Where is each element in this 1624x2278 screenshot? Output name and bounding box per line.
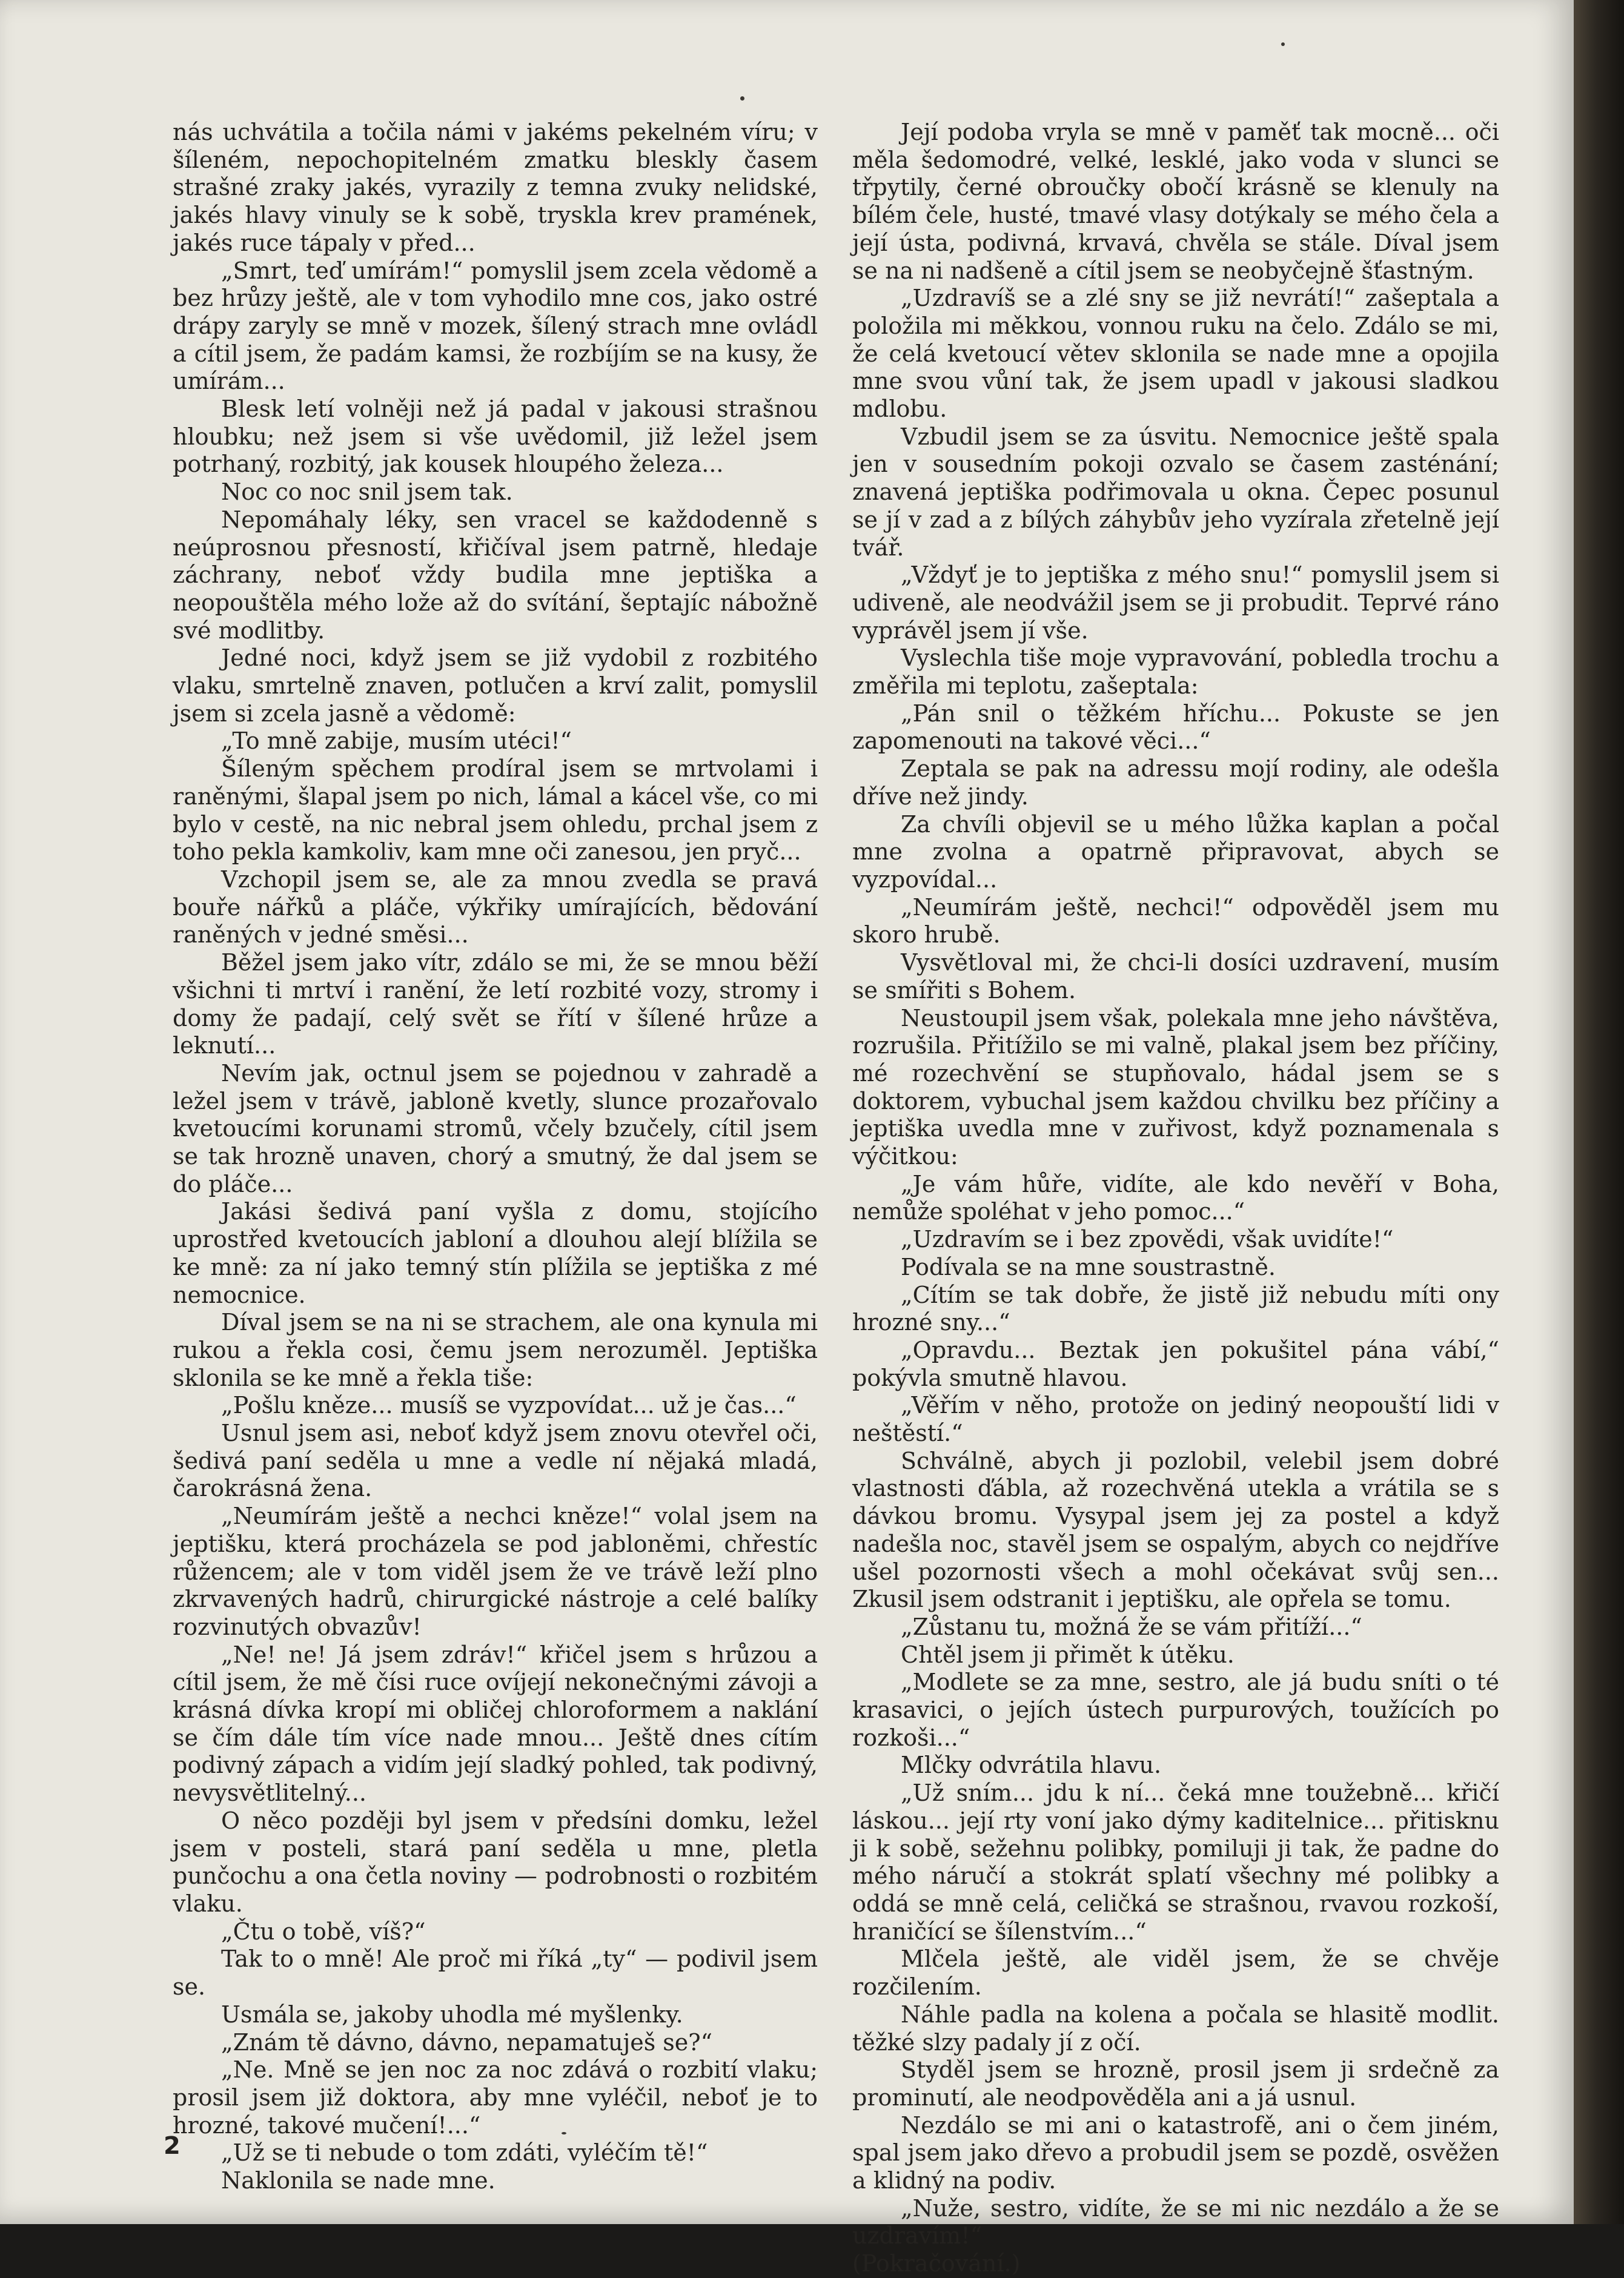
paragraph: Za chvíli objevil se u mého lůžka kaplan a počal mne zvolna a opatrně připravovat, abych se vyzpovídal... [852, 810, 1499, 893]
paragraph: „Čtu o tobě, víš?“ [221, 1918, 426, 1945]
paragraph: O něco později byl jsem v předsíni domku, ležel jsem v posteli, stará paní seděla u mne, pletla punčochu a ona četla noviny — podrobnosti o rozbitém vlaku. [173, 1807, 818, 1917]
paragraph: „Uzdravím se i bez zpovědi, však uvidíte!“ [901, 1226, 1394, 1253]
paragraph: „Je vám hůře, vidíte, ale kdo nevěří v Boha, nemůže spoléhat v jeho pomoc...“ [852, 1170, 1499, 1225]
paragraph: Mlčky odvrátila hlavu. [901, 1752, 1162, 1779]
paragraph: „Opravdu... Beztak jen pokušitel pána vábí,“ pokývla smutně hlavou. [852, 1336, 1499, 1391]
paragraph: „Už sním... jdu k ní... čeká mne toužebně... křičí láskou... její rty voní jako dýmy kaditelnice... přitisknu ji k sobě, sežehnu polibky, pomiluji ji tak, že padne do mého náručí a stokrát splatí všechny mé polibky a oddá se mně celá, celičká se strašnou, rvavou rozkoší, hraničící se šílenstvím...“ [852, 1780, 1499, 1945]
paragraph: „Cítím se tak dobře, že jistě již nebudu míti ony hrozné sny...“ [852, 1281, 1499, 1336]
left-text-column [173, 119, 818, 2195]
paragraph: Neustoupil jsem však, polekala mne jeho návštěva, rozrušila. Přitížilo se mi valně, plakal jsem bez příčiny, mé rozechvění se stupňovalo, hádal jsem se s doktorem, vybuchal jsem každou chvilku bez příčiny a jeptiška uvedla mne v zuřivost, když poznamenala s výčitkou: [852, 1004, 1499, 1170]
paragraph: „To mně zabije, musím utéci!“ [221, 727, 572, 755]
paragraph: Styděl jsem se hrozně, prosil jsem ji srdečně za prominutí, ale neodpověděla ani a já usnul. [852, 2056, 1499, 2111]
paragraph: Mlčela ještě, ale viděl jsem, že se chvěje rozčilením. [852, 1945, 1499, 2001]
paragraph: „Pošlu kněze... musíš se vyzpovídat... už je čas...“ [221, 1392, 797, 1419]
paragraph: Podívala se na mne soustrastně. [901, 1253, 1276, 1280]
paragraph: Jedné noci, když jsem se již vydobil z rozbitého vlaku, smrtelně znaven, potlučen a krví zalit, pomyslil jsem si zcela jasně a vědomě: [173, 644, 818, 727]
paragraph: Usnul jsem asi, neboť když jsem znovu otevřel oči, šedivá paní seděla u mne a vedle ní nějaká mladá, čarokrásná žena. [173, 1420, 818, 1502]
paragraph: „Znám tě dávno, dávno, nepamatuješ se?“ [221, 2028, 713, 2056]
paragraph: „Neumírám ještě a nechci kněze!“ volal jsem na jeptišku, která procházela se pod jabloněmi, chřestíc růžencem; ale v tom viděl jsem že ve trávě leží plno zkrvavených hadrů, chirurgické nástroje a celé balíky rozvinutých obvazův! [173, 1503, 818, 1640]
paragraph: Vzbudil jsem se za úsvitu. Nemocnice ještě spala jen v sousedním pokoji ozvalo se časem zasténání; znavená jeptiška podřimovala u okna. Čepec posunul se jí v zad a z bílých záhybův jeho vyzírala zřetelně její tvář. [852, 423, 1499, 561]
paragraph: „Modlete se za mne, sestro, ale já budu sníti o té krasavici, o jejích ústech purpurových, toužících po rozkoši...“ [852, 1669, 1499, 1751]
paragraph: Díval jsem se na ni se strachem, ale ona kynula mi rukou a řekla cosi, čemu jsem nerozuměl. Jeptiška sklonila se ke mně a řekla tiše: [173, 1309, 818, 1391]
paragraph: „Ne. Mně se jen noc za noc zdává o rozbití vlaku; prosil jsem již doktora, aby mne vyléčil, neboť je to hrozné, takové mučení!...“ [173, 2056, 818, 2139]
paragraph: Naklonila se nade mne. [221, 2167, 495, 2194]
paragraph: „Vždyť je to jeptiška z mého snu!“ pomyslil jsem si udiveně, ale neodvážil jsem se ji probudit. Teprvé ráno vyprávěl jsem jí vše. [852, 561, 1499, 644]
paragraph: „Neumírám ještě, nechci!“ odpověděl jsem mu skoro hrubě. [852, 893, 1499, 949]
paragraph: Nezdálo se mi ani o katastrofě, ani o čem jiném, spal jsem jako dřevo a probudil jsem se pozdě, osvěžen a klidný na podiv. [852, 2111, 1499, 2194]
paragraph: „Smrt, teď umírám!“ pomyslil jsem zcela vědomě a bez hrůzy ještě, ale v tom vyhodilo mne cos, jako ostré drápy zaryly se mně v mozek, šílený strach mne ovládl a cítil jsem, že padám kamsi, že rozbíjím se na kusy, že umírám... [173, 257, 818, 395]
paragraph: Noc co noc snil jsem tak. [221, 478, 513, 506]
paragraph: Zeptala se pak na adressu mojí rodiny, ale odešla dříve než jindy. [852, 755, 1499, 810]
paragraph: Nevím jak, octnul jsem se pojednou v zahradě a ležel jsem v trávě, jabloně kvetly, slunce prozařovalo kvetoucími korunami stromů, včely bzučely, cítil jsem se tak hrozně unaven, chorý a smutný, že dal jsem se do pláče... [173, 1059, 818, 1197]
print-speck [740, 96, 744, 101]
paragraph: Šíleným spěchem prodíral jsem se mrtvolami i raněnými, šlapal jsem po nich, lámal a kácel vše, co mi bylo v cestě, na nic nebral jsem ohledu, prchal jsem z toho pekla kamkoliv, kam mne oči zanesou, jen pryč... [173, 755, 818, 866]
book-binding-edge [1574, 0, 1624, 2224]
right-text-column [852, 119, 1499, 2278]
paragraph: Vyslechla tiše moje vypravování, pobledla trochu a změřila mi teplotu, zašeptala: [852, 644, 1499, 700]
paragraph: „Pán snil o těžkém hříchu... Pokuste se jen zapomenouti na takové věci...“ [852, 700, 1499, 755]
paragraph: Vzchopil jsem se, ale za mnou zvedla se pravá bouře nářků a pláče, výkřiky umírajících, bědování raněných v jedné směsi... [173, 866, 818, 949]
paragraph: Její podoba vryla se mně v paměť tak mocně... oči měla šedomodré, velké, lesklé, jako voda v slunci se třpytily, černé obroučky obočí krásně se klenuly na bílém čele, husté, tmavé vlasy dotýkaly se mého čela a její ústa, podivná, krvavá, chvěla se stále. Díval jsem se na ni nadšeně a cítil jsem se neobyčejně šťastným. [852, 119, 1499, 284]
paragraph: nás uchvátila a točila námi v jakéms pekelném víru; v šíleném, nepochopitelném zmatku bleskly časem strašné zraky jakés, vyrazily z temna zvuky nelidské, jakés hlavy vinuly se k sobě, tryskla krev pramének, jakés ruce tápaly v před... [173, 119, 818, 256]
paragraph: Nepomáhaly léky, sen vracel se každodenně s neúprosnou přesností, křičíval jsem patrně, hledaje záchrany, neboť vždy budila mne jeptiška a neopouštěla mého lože až do svítání, šeptajíc nábožně své modlitby. [173, 506, 818, 644]
paragraph: „Zůstanu tu, možná že se vám přitíží...“ [901, 1613, 1362, 1640]
paragraph: Usmála se, jakoby uhodla mé myšlenky. [221, 2001, 683, 2028]
paragraph: Chtěl jsem ji přimět k útěku. [901, 1641, 1235, 1668]
paragraph: Běžel jsem jako vítr, zdálo se mi, že se mnou běží všichni ti mrtví i ranění, že letí rozbité vozy, stromy i domy že padají, celý svět se řítí v šílené hrůze a leknutí... [173, 949, 818, 1059]
paragraph: „Nuže, sestro, vidíte, že se mi nic nezdálo a že se uzdravím!“ [852, 2194, 1499, 2250]
paragraph: Náhle padla na kolena a počala se hlasitě modlit. těžké slzy padaly jí z očí. [852, 2001, 1499, 2056]
continuation-note: (Pokračování.) [852, 2250, 1021, 2277]
paragraph: Vysvětloval mi, že chci-li dosíci uzdravení, musím se smířiti s Bohem. [852, 949, 1499, 1004]
paragraph: „Už se ti nebude o tom zdáti, vyléčím tě!“ [221, 2139, 708, 2167]
paragraph: „Uzdravíš se a zlé sny se již nevrátí!“ zašeptala a položila mi měkkou, vonnou ruku na čelo. Zdálo se mi, že celá kvetoucí větev sklonila se nade mne a opojila mne svou vůní tak, že jsem upadl v jakousi sladkou mdlobu. [852, 285, 1499, 423]
paragraph: Schválně, abych ji pozlobil, velebil jsem dobré vlastnosti ďábla, až rozechvěná utekla a vrátila se s dávkou bromu. Vysypal jsem jej za postel a když nadešla noc, stavěl jsem se ospalým, abych co nejdříve ušel pozornosti všech a mohl očekávat svůj sen... Zkusil jsem odstranit i jeptišku, ale opřela se tomu. [852, 1447, 1499, 1613]
page-number: 2 [164, 2132, 181, 2160]
paragraph: Jakási šedivá paní vyšla z domu, stojícího uprostřed kvetoucích jabloní a dlouhou alejí blížila se ke mně: za ní jako temný stín plížila se jeptiška z mé nemocnice. [173, 1198, 818, 1308]
print-speck [1281, 42, 1285, 46]
paragraph: „Věřím v něho, protože on jediný neopouští lidi v neštěstí.“ [852, 1392, 1499, 1447]
paragraph: Tak to o mně! Ale proč mi říká „ty“ — podivil jsem se. [173, 1945, 818, 2001]
paragraph: „Ne! ne! Já jsem zdráv!“ křičel jsem s hrůzou a cítil jsem, že mě čísi ruce ovíjejí nekonečnými závoji a krásná dívka kropí mi obličej chloroformem a naklání se čím dále tím více nade mnou... Ještě dnes cítím podivný zápach a vidím její sladký pohled, tak podivný, nevysvětlitelný... [173, 1641, 818, 1807]
paragraph: Blesk letí volněji než já padal v jakousi strašnou hloubku; než jsem si vše uvědomil, již ležel jsem potrhaný, rozbitý, jak kousek hloupého železa... [173, 396, 818, 478]
